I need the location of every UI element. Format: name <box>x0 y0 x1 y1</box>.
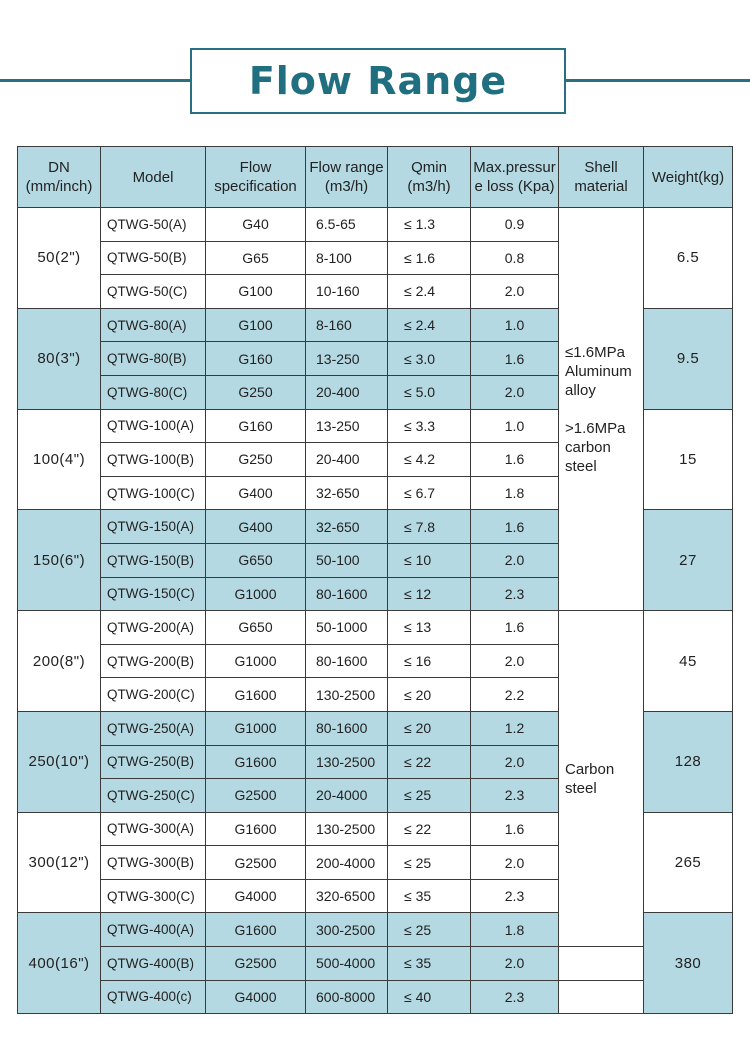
qmin-cell: ≤ 25 <box>388 779 471 813</box>
pressure-loss-cell: 2.0 <box>471 947 559 981</box>
pressure-loss-cell: 2.3 <box>471 879 559 913</box>
flow-range-cell: 80-1600 <box>306 644 388 678</box>
model-cell: QTWG-80(B) <box>101 342 206 376</box>
dn-cell: 250(10") <box>18 711 101 812</box>
flow-spec-cell: G1000 <box>206 577 306 611</box>
pressure-loss-cell: 1.2 <box>471 711 559 745</box>
weight-cell: 128 <box>644 711 733 812</box>
model-cell: QTWG-150(B) <box>101 543 206 577</box>
qmin-cell: ≤ 35 <box>388 879 471 913</box>
flow-range-cell: 200-4000 <box>306 846 388 880</box>
model-cell: QTWG-400(B) <box>101 947 206 981</box>
pressure-loss-cell: 2.0 <box>471 375 559 409</box>
model-cell: QTWG-250(B) <box>101 745 206 779</box>
table-row <box>18 980 733 1014</box>
dn-cell: 300(12") <box>18 812 101 913</box>
model-cell: QTWG-250(A) <box>101 711 206 745</box>
pressure-loss-cell: 0.9 <box>471 208 559 242</box>
qmin-cell: ≤ 2.4 <box>388 275 471 309</box>
flow-spec-cell: G1600 <box>206 678 306 712</box>
flow-spec-cell: G1600 <box>206 812 306 846</box>
dn-cell: 80(3") <box>18 308 101 409</box>
qmin-cell: ≤ 20 <box>388 711 471 745</box>
pressure-loss-cell: 2.0 <box>471 644 559 678</box>
flow-spec-cell: G250 <box>206 375 306 409</box>
pressure-loss-cell: 1.6 <box>471 812 559 846</box>
flow-range-cell: 8-100 <box>306 241 388 275</box>
flow-range-cell: 20-400 <box>306 375 388 409</box>
table-row <box>18 947 733 981</box>
header-flow-range: Flow range (m3/h) <box>306 147 388 208</box>
model-cell: QTWG-200(B) <box>101 644 206 678</box>
pressure-loss-cell: 1.6 <box>471 611 559 645</box>
qmin-cell: ≤ 2.4 <box>388 308 471 342</box>
weight-cell: 9.5 <box>644 308 733 409</box>
qmin-cell: ≤ 7.8 <box>388 510 471 544</box>
flow-spec-cell: G4000 <box>206 879 306 913</box>
model-cell: QTWG-200(A) <box>101 611 206 645</box>
header-flow-spec: Flow specification <box>206 147 306 208</box>
model-cell: QTWG-200(C) <box>101 678 206 712</box>
flow-spec-cell: G2500 <box>206 846 306 880</box>
pressure-loss-cell: 1.6 <box>471 342 559 376</box>
pressure-loss-cell: 2.0 <box>471 846 559 880</box>
pressure-loss-cell: 1.6 <box>471 510 559 544</box>
qmin-cell: ≤ 10 <box>388 543 471 577</box>
title-rule-left <box>0 79 190 82</box>
dn-cell: 400(16") <box>18 913 101 1014</box>
flow-spec-cell: G1600 <box>206 745 306 779</box>
qmin-cell: ≤ 20 <box>388 678 471 712</box>
table-body <box>18 208 733 1014</box>
qmin-cell: ≤ 4.2 <box>388 443 471 477</box>
flow-range-cell: 50-1000 <box>306 611 388 645</box>
flow-range-table <box>17 146 733 1014</box>
qmin-cell: ≤ 22 <box>388 812 471 846</box>
flow-spec-cell: G2500 <box>206 779 306 813</box>
model-cell: QTWG-80(C) <box>101 375 206 409</box>
table-row <box>18 611 733 645</box>
flow-spec-cell: G100 <box>206 308 306 342</box>
qmin-cell: ≤ 35 <box>388 947 471 981</box>
flow-range-cell: 10-160 <box>306 275 388 309</box>
flow-range-cell: 80-1600 <box>306 711 388 745</box>
dn-cell: 100(4") <box>18 409 101 510</box>
header-row <box>18 147 733 208</box>
flow-range-cell: 32-650 <box>306 476 388 510</box>
pressure-loss-cell: 2.0 <box>471 745 559 779</box>
header-shell: Shell material <box>559 147 644 208</box>
flow-spec-cell: G400 <box>206 476 306 510</box>
header-max-pressure: Max.pressur e loss (Kpa) <box>471 147 559 208</box>
qmin-cell: ≤ 22 <box>388 745 471 779</box>
flow-spec-cell: G650 <box>206 543 306 577</box>
model-cell: QTWG-300(C) <box>101 879 206 913</box>
shell-empty-cell <box>559 980 644 1014</box>
shell-material-cell: Carbon steel <box>559 611 644 947</box>
flow-range-cell: 8-160 <box>306 308 388 342</box>
flow-range-cell: 20-400 <box>306 443 388 477</box>
qmin-cell: ≤ 25 <box>388 913 471 947</box>
flow-range-cell: 500-4000 <box>306 947 388 981</box>
qmin-cell: ≤ 16 <box>388 644 471 678</box>
flow-range-cell: 80-1600 <box>306 577 388 611</box>
flow-spec-cell: G160 <box>206 409 306 443</box>
flow-spec-cell: G40 <box>206 208 306 242</box>
flow-range-cell: 130-2500 <box>306 678 388 712</box>
pressure-loss-cell: 2.0 <box>471 275 559 309</box>
qmin-cell: ≤ 6.7 <box>388 476 471 510</box>
qmin-cell: ≤ 25 <box>388 846 471 880</box>
qmin-cell: ≤ 5.0 <box>388 375 471 409</box>
pressure-loss-cell: 2.2 <box>471 678 559 712</box>
model-cell: QTWG-400(A) <box>101 913 206 947</box>
dn-cell: 200(8") <box>18 611 101 712</box>
flow-spec-cell: G2500 <box>206 947 306 981</box>
model-cell: QTWG-300(A) <box>101 812 206 846</box>
flow-spec-cell: G1000 <box>206 644 306 678</box>
flow-spec-cell: G400 <box>206 510 306 544</box>
model-cell: QTWG-400(c) <box>101 980 206 1014</box>
pressure-loss-cell: 2.3 <box>471 779 559 813</box>
qmin-cell: ≤ 12 <box>388 577 471 611</box>
flow-range-cell: 300-2500 <box>306 913 388 947</box>
shell-material-cell: ≤1.6MPa Aluminum alloy >1.6MPa carbon steel <box>559 208 644 611</box>
pressure-loss-cell: 2.0 <box>471 543 559 577</box>
flow-range-cell: 13-250 <box>306 342 388 376</box>
dn-cell: 150(6") <box>18 510 101 611</box>
model-cell: QTWG-250(C) <box>101 779 206 813</box>
flow-spec-cell: G650 <box>206 611 306 645</box>
model-cell: QTWG-150(A) <box>101 510 206 544</box>
header-weight: Weight(kg) <box>644 147 733 208</box>
title-rule-right <box>566 79 750 82</box>
flow-range-cell: 130-2500 <box>306 812 388 846</box>
qmin-cell: ≤ 3.3 <box>388 409 471 443</box>
weight-cell: 15 <box>644 409 733 510</box>
weight-cell: 27 <box>644 510 733 611</box>
flow-spec-cell: G65 <box>206 241 306 275</box>
flow-spec-cell: G160 <box>206 342 306 376</box>
flow-spec-cell: G100 <box>206 275 306 309</box>
shell-empty-cell <box>559 947 644 981</box>
weight-cell: 265 <box>644 812 733 913</box>
pressure-loss-cell: 1.0 <box>471 308 559 342</box>
weight-cell: 45 <box>644 611 733 712</box>
qmin-cell: ≤ 3.0 <box>388 342 471 376</box>
model-cell: QTWG-50(A) <box>101 208 206 242</box>
pressure-loss-cell: 2.3 <box>471 577 559 611</box>
qmin-cell: ≤ 1.6 <box>388 241 471 275</box>
table-row <box>18 208 733 242</box>
flow-spec-cell: G4000 <box>206 980 306 1014</box>
model-cell: QTWG-100(C) <box>101 476 206 510</box>
flow-range-cell: 13-250 <box>306 409 388 443</box>
flow-range-cell: 6.5-65 <box>306 208 388 242</box>
qmin-cell: ≤ 13 <box>388 611 471 645</box>
flow-spec-cell: G1000 <box>206 711 306 745</box>
flow-range-cell: 600-8000 <box>306 980 388 1014</box>
model-cell: QTWG-50(B) <box>101 241 206 275</box>
flow-range-cell: 20-4000 <box>306 779 388 813</box>
dn-cell: 50(2") <box>18 208 101 309</box>
weight-cell: 6.5 <box>644 208 733 309</box>
header-model: Model <box>101 147 206 208</box>
model-cell: QTWG-100(B) <box>101 443 206 477</box>
pressure-loss-cell: 0.8 <box>471 241 559 275</box>
model-cell: QTWG-80(A) <box>101 308 206 342</box>
model-cell: QTWG-50(C) <box>101 275 206 309</box>
pressure-loss-cell: 1.6 <box>471 443 559 477</box>
qmin-cell: ≤ 40 <box>388 980 471 1014</box>
page-title: Flow Range <box>190 48 566 114</box>
model-cell: QTWG-150(C) <box>101 577 206 611</box>
pressure-loss-cell: 1.8 <box>471 913 559 947</box>
header-dn: DN (mm/inch) <box>18 147 101 208</box>
qmin-cell: ≤ 1.3 <box>388 208 471 242</box>
pressure-loss-cell: 2.3 <box>471 980 559 1014</box>
pressure-loss-cell: 1.8 <box>471 476 559 510</box>
flow-spec-cell: G1600 <box>206 913 306 947</box>
model-cell: QTWG-100(A) <box>101 409 206 443</box>
flow-spec-cell: G250 <box>206 443 306 477</box>
flow-range-cell: 32-650 <box>306 510 388 544</box>
flow-range-cell: 50-100 <box>306 543 388 577</box>
header-qmin: Qmin (m3/h) <box>388 147 471 208</box>
flow-range-cell: 130-2500 <box>306 745 388 779</box>
weight-cell: 380 <box>644 913 733 1014</box>
model-cell: QTWG-300(B) <box>101 846 206 880</box>
flow-range-cell: 320-6500 <box>306 879 388 913</box>
pressure-loss-cell: 1.0 <box>471 409 559 443</box>
